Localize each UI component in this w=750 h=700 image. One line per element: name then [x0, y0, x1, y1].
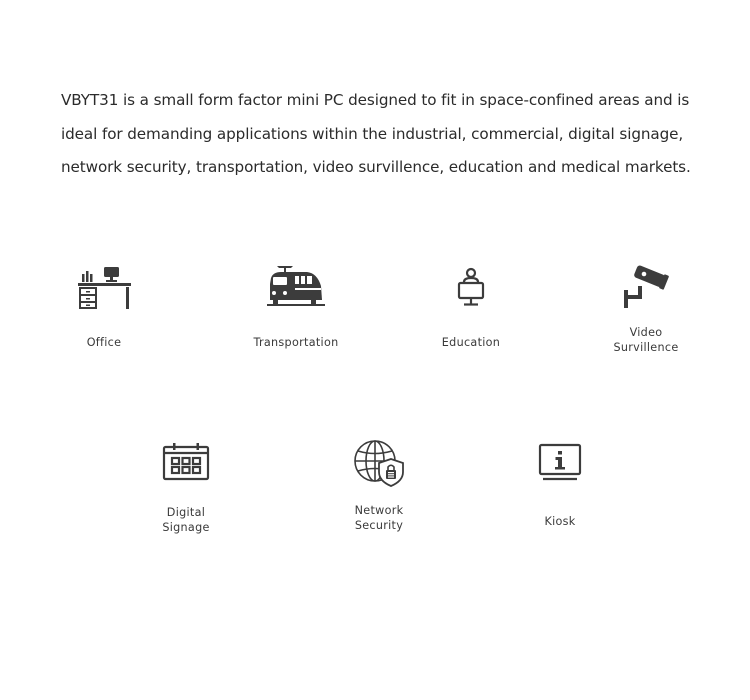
office-desk-icon — [76, 264, 132, 310]
application-label: Education — [441, 336, 501, 349]
application-digital-signage — [146, 442, 226, 535]
info-monitor-icon — [538, 443, 582, 483]
security-camera-icon — [622, 264, 670, 310]
calendar-grid-icon — [162, 442, 210, 482]
application-video-survillence — [606, 264, 686, 355]
application-label: Digital Signage — [162, 506, 210, 534]
application-education — [431, 264, 511, 350]
application-office — [64, 264, 144, 350]
application-network-security — [339, 439, 419, 533]
application-kiosk — [520, 443, 600, 529]
intro-line: network security, transportation, video survillence, education and medical markets. — [61, 158, 691, 176]
application-label: Transportation — [253, 336, 339, 349]
globe-lock-icon — [351, 439, 407, 487]
train-icon — [267, 264, 325, 310]
intro-paragraph — [61, 84, 701, 185]
application-label: Office — [86, 336, 122, 349]
application-label: Kiosk — [544, 515, 576, 528]
application-transportation — [246, 264, 346, 350]
application-label: Video Survillence — [613, 326, 679, 354]
application-label: Network Security — [354, 504, 404, 532]
education-icon — [451, 264, 491, 310]
intro-line: VBYT31 is a small form factor mini PC designed to fit in space-confined areas and is — [61, 91, 690, 109]
intro-line: ideal for demanding applications within the industrial, commercial, digital signage, — [61, 124, 684, 143]
